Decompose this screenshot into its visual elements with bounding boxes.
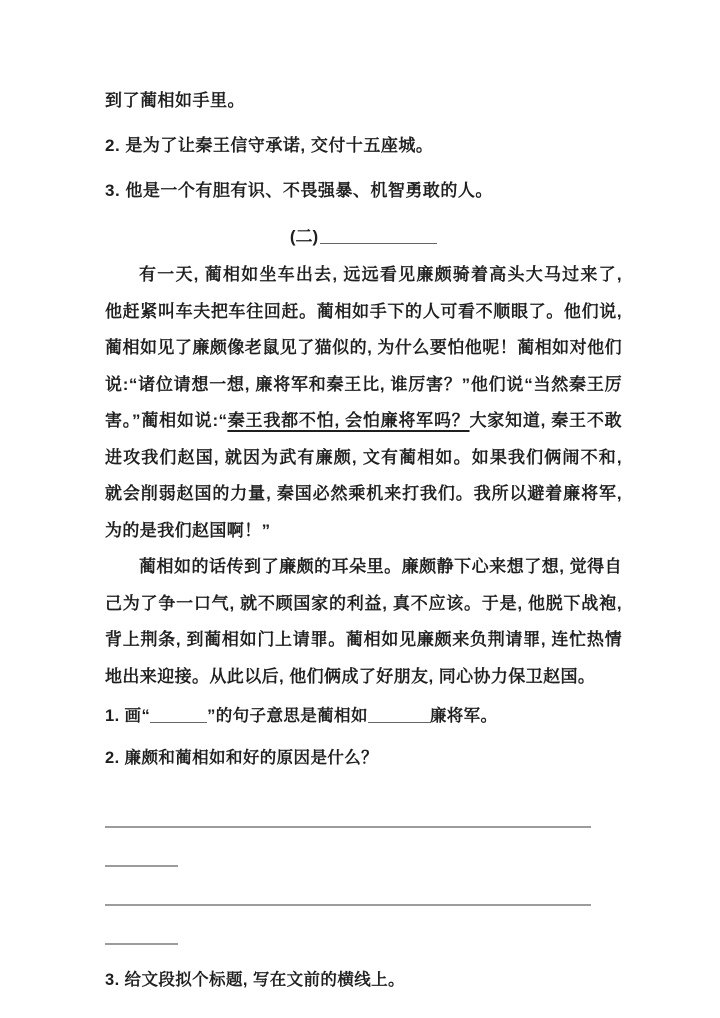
section-heading bbox=[105, 217, 622, 257]
text-run: 蔺相如的话传到了廉颇的耳朵里。廉颇静下心来想了想, 觉得自己为了争一口气, 就不顾国家的利益, 真不应该。于是, 他脱下战袍, 背上荆条, 到蔺相如门上请罪。蔺相如见廉颇来负荆请罪, 连忙热情地出来迎接。从此以后, 他们俩成了好朋友, 同心协力保卫赵国。 bbox=[105, 557, 622, 686]
reading-passage bbox=[105, 257, 622, 695]
text-run: 廉将军。 bbox=[429, 707, 498, 725]
answer-writing-line bbox=[105, 828, 178, 867]
questions-section bbox=[105, 695, 622, 1001]
answer-writing-line bbox=[105, 789, 591, 828]
underlined-sentence: 秦王我都不怕, 会怕廉将军吗？ bbox=[227, 411, 470, 430]
question-3: 3. 给文段拟个标题, 写在文前的横线上。 bbox=[105, 971, 405, 989]
text-run: 1. 画“ bbox=[105, 707, 151, 725]
question-2: 2. 廉颇和蔺相如和好的原因是什么？ bbox=[105, 749, 379, 767]
text-run: 大家知道, 秦王不敢进攻我们赵国, 就因为武有廉颇, 文有蔺相如。如果我们俩闹不和, 就会削弱赵国的力量, 秦国必然乘机来打我们。我所以避着廉将军, 为的是我们赵国啊！” bbox=[105, 411, 622, 540]
answer-text-line: 到了蔺相如手里。 bbox=[105, 91, 245, 110]
text-run: ”的句子意思是蔺相如 bbox=[207, 707, 368, 725]
inline-answer-blank bbox=[150, 709, 207, 723]
inline-answer-blank bbox=[368, 709, 430, 723]
answer-text-line: 3. 他是一个有胆有识、不畏强暴、机智勇敢的人。 bbox=[105, 181, 493, 200]
passage-paragraph-1 bbox=[105, 257, 622, 549]
previous-answers-section bbox=[105, 78, 622, 213]
answer-writing-line bbox=[105, 867, 591, 906]
answer-text-line: 2. 是为了让秦王信守承诺, 交付十五座城。 bbox=[105, 136, 434, 155]
question-1 bbox=[105, 695, 622, 737]
answer-lines-area bbox=[105, 789, 622, 945]
passage-paragraph-2 bbox=[105, 549, 622, 695]
text-run: 有一天, 蔺相如坐车出去, 远远看见廉颇骑着高头大马过来了, 他赶紧叫车夫把车往回赶。蔺相如手下的人可看不顺眼了。他们说, 蔺相如见了廉颇像老鼠见了猫似的, 为什么要怕他呢！蔺相如对他们说:“诸位请想一想, 廉将军和秦王比, 谁厉害？”他们说“当然秦王厉害。”蔺相如说:“ bbox=[105, 265, 622, 430]
answer-writing-line bbox=[105, 906, 178, 945]
section-title-blank bbox=[320, 230, 437, 244]
section-label: (二) bbox=[289, 227, 319, 246]
